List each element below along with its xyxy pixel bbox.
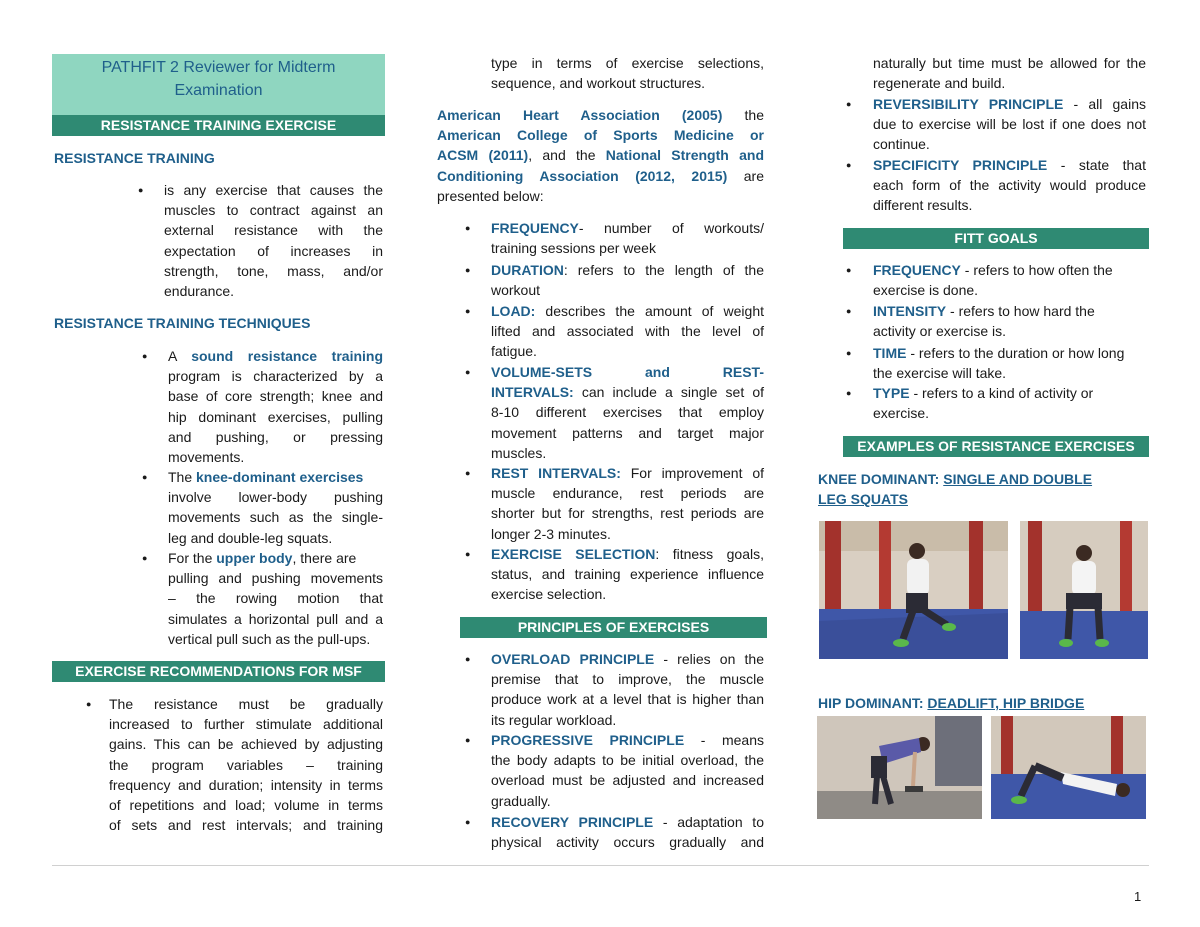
- bullet-icon: ●: [465, 549, 471, 559]
- principle-specificity: SPECIFICITY PRINCIPLE - state that each form of the activity would produce different results.: [873, 157, 1146, 214]
- def-line: is any exercise that causes the: [164, 182, 383, 198]
- section-bar-exercise-recommendations: EXERCISE RECOMMENDATIONS FOR MSF: [52, 661, 385, 682]
- variable-item-rest-intervals: REST INTERVALS: For improvement of muscle endurance, rest periods are shorter but for strengths, rest periods are longer 2-3 minutes.: [491, 465, 764, 542]
- bullet-icon: ●: [142, 553, 148, 563]
- recommendation-item: The resistance must be gradually increased to further stimulate additional gains. This can be achieved by adjusting the program variables – training frequency and duration; intensity in terms of repetitions and load; volume in terms of sets and rest intervals; and training: [109, 696, 383, 834]
- bullet-icon: ●: [142, 351, 148, 361]
- variable-item-load: LOAD: describes the amount of weight lifted and associated with the level of fatigue.: [491, 303, 764, 360]
- heading-resistance-training: RESISTANCE TRAINING: [54, 150, 215, 166]
- principle-overload: OVERLOAD PRINCIPLE - relies on the premise that to improve, the muscle produce work at a level that is higher than its regular workload.: [491, 651, 764, 728]
- bullet-icon: ●: [465, 306, 471, 316]
- bullet-icon: ●: [846, 388, 852, 398]
- knee-dominant-heading: KNEE DOMINANT: SINGLE AND DOUBLE LEG SQUATS: [818, 471, 1093, 508]
- bullet-icon: ●: [846, 99, 852, 109]
- fitt-frequency: FREQUENCY - refers to how often the exercise is done.: [873, 262, 1113, 299]
- principle-progressive: PROGRESSIVE PRINCIPLE - means the body adapts to be initial overload, the overload must be adjusted and increased gradually.: [491, 732, 764, 809]
- section-bar-resistance-training-exercise: RESISTANCE TRAINING EXERCISE: [52, 115, 385, 136]
- def-line: muscles to contract against an: [164, 202, 383, 219]
- tech-item-2: The knee-dominant exercises involve lower-body pushing movements such as the single- leg and double-leg squats.: [168, 469, 383, 546]
- def-line: strength, tone, mass, and/or: [164, 262, 383, 279]
- fitt-type: TYPE - refers to a kind of activity or exercise.: [873, 385, 1094, 422]
- page-title: PATHFIT 2 Reviewer for Midterm Examination: [101, 59, 336, 99]
- principle-reversibility: REVERSIBILITY PRINCIPLE - all gains due to exercise will be lost if one does not continue.: [873, 96, 1146, 153]
- bullet-icon: ●: [465, 223, 471, 233]
- section-bar-fitt-goals: FITT GOALS: [843, 228, 1149, 249]
- section-bar-examples: EXAMPLES OF RESISTANCE EXERCISES: [843, 436, 1149, 457]
- bullet-icon: ●: [846, 160, 852, 170]
- def-line: endurance.: [164, 283, 235, 300]
- principle-recovery: RECOVERY PRINCIPLE - adaptation to physical activity occurs gradually and: [491, 814, 764, 851]
- tech-item-1: A sound resistance training program is characterized by a base of core strength; knee and hip dominant exercises, pulling and pushing, or pressing movements.: [168, 348, 383, 466]
- fitt-time: TIME - refers to the duration or how long the exercise will take.: [873, 345, 1125, 382]
- def-list: [164, 180, 383, 301]
- bullet-icon: ●: [465, 367, 471, 377]
- col3-continuation: naturally but time must be allowed for the regenerate and build.: [873, 55, 1146, 92]
- hip-dominant-heading: HIP DOMINANT: DEADLIFT, HIP BRIDGE: [818, 695, 1085, 711]
- footer-divider: [52, 865, 1149, 866]
- bullet-icon: ●: [86, 699, 92, 709]
- bullet-icon: ●: [465, 735, 471, 745]
- variable-item-duration: DURATION: refers to the length of the workout: [491, 262, 764, 299]
- deadlift-photo: [817, 716, 982, 819]
- heading-resistance-training-techniques: RESISTANCE TRAINING TECHNIQUES: [54, 315, 311, 331]
- variable-item-exercise-selection: EXERCISE SELECTION: fitness goals, status, and training experience influence exercise selection.: [491, 546, 764, 603]
- bullet-icon: ●: [846, 265, 852, 275]
- page-number: 1: [1134, 889, 1142, 904]
- bullet-icon: ●: [846, 348, 852, 358]
- hip-bridge-photo: [991, 716, 1146, 819]
- bullet-icon: ●: [142, 472, 148, 482]
- def-line: external resistance with the: [164, 222, 383, 239]
- section-bar-principles-of-exercises: PRINCIPLES OF EXERCISES: [460, 617, 767, 638]
- aha-paragraph: American Heart Association (2005) the American College of Sports Medicine or ACSM (2011), and the National Strength and Conditioning Association (2012, 2015) are presented below:: [437, 107, 764, 204]
- double-leg-squat-photo: [1020, 521, 1148, 659]
- variable-item-frequency: FREQUENCY- number of workouts/ training sessions per week: [491, 220, 764, 257]
- bullet-icon: ●: [138, 185, 144, 195]
- def-line: expectation of increases in: [164, 242, 383, 259]
- bullet-icon: ●: [465, 654, 471, 664]
- title-box: [52, 54, 385, 116]
- variable-item-volume: VOLUME-SETS and REST- INTERVALS: can include a single set of 8-10 different exercises that employ movement patterns and target major muscles.: [491, 364, 764, 461]
- bullet-icon: ●: [465, 817, 471, 827]
- fitt-intensity: INTENSITY - refers to how hard the activity or exercise is.: [873, 303, 1095, 340]
- bullet-icon: ●: [846, 306, 852, 316]
- col2-continuation: type in terms of exercise selections, sequence, and workout structures.: [491, 55, 764, 92]
- tech-item-3: For the upper body, there are pulling and pushing movements – the rowing motion that simulates a horizontal pull and a vertical pull such as the pull-ups.: [168, 550, 383, 647]
- bullet-icon: ●: [465, 468, 471, 478]
- bullet-icon: ●: [465, 265, 471, 275]
- single-leg-squat-photo: [819, 521, 1008, 659]
